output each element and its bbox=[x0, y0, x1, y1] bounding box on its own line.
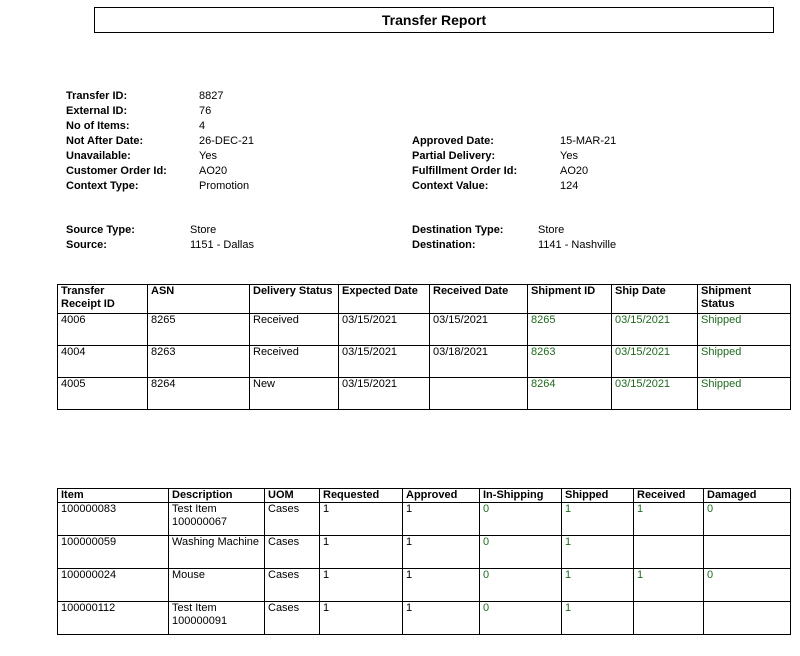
cell: 0 bbox=[480, 602, 562, 635]
context-type-value: Promotion bbox=[199, 180, 250, 192]
cell: Cases bbox=[265, 602, 320, 635]
source-label: Source: bbox=[66, 239, 107, 251]
cell: 1 bbox=[562, 602, 634, 635]
cell: Test Item 100000067 bbox=[169, 503, 265, 536]
cell: 1 bbox=[320, 503, 403, 536]
table-row bbox=[58, 503, 791, 536]
cell: 100000112 bbox=[58, 602, 169, 635]
col-damaged: Damaged bbox=[704, 489, 791, 503]
cell: Shipped bbox=[698, 346, 791, 378]
cell: 8265 bbox=[148, 314, 250, 346]
cell: Shipped bbox=[698, 378, 791, 410]
table-row bbox=[58, 569, 791, 602]
no-of-items-value: 4 bbox=[199, 120, 206, 132]
cell: 4005 bbox=[58, 378, 148, 410]
col-asn: ASN bbox=[148, 285, 250, 314]
cell: 100000083 bbox=[58, 503, 169, 536]
approved-date-label: Approved Date: bbox=[412, 135, 494, 147]
source-value: 1151 - Dallas bbox=[190, 239, 254, 251]
unavailable-label: Unavailable: bbox=[66, 150, 131, 162]
cell: 1 bbox=[562, 569, 634, 602]
col-delivery-status: Delivery Status bbox=[250, 285, 339, 314]
col-description: Description bbox=[169, 489, 265, 503]
cell: 03/15/2021 bbox=[612, 346, 698, 378]
cell bbox=[704, 602, 791, 635]
col-received: Received bbox=[634, 489, 704, 503]
context-value-value: 124 bbox=[560, 180, 579, 192]
col-shipment-id: Shipment ID bbox=[528, 285, 612, 314]
cell bbox=[634, 536, 704, 569]
table-row bbox=[58, 536, 791, 569]
report-title: Transfer Report bbox=[94, 7, 774, 33]
cell: Shipped bbox=[698, 314, 791, 346]
not-after-date-value: 26-DEC-21 bbox=[199, 135, 255, 147]
col-approved: Approved bbox=[403, 489, 480, 503]
cell: Cases bbox=[265, 569, 320, 602]
cell: Cases bbox=[265, 503, 320, 536]
cell: Test Item 100000091 bbox=[169, 602, 265, 635]
destination-type-label: Destination Type: bbox=[412, 224, 504, 236]
header-right-block bbox=[412, 134, 662, 194]
cell: 03/15/2021 bbox=[339, 346, 430, 378]
cell: 0 bbox=[704, 569, 791, 602]
fulfillment-order-id-value: AO20 bbox=[560, 165, 589, 177]
fulfillment-order-id-label: Fulfillment Order Id: bbox=[412, 165, 518, 177]
cell bbox=[634, 602, 704, 635]
cell: 1 bbox=[562, 536, 634, 569]
cell: 8263 bbox=[528, 346, 612, 378]
receipts-table bbox=[57, 284, 791, 410]
cell bbox=[704, 536, 791, 569]
col-requested: Requested bbox=[320, 489, 403, 503]
col-transfer-receipt-id: Transfer Receipt ID bbox=[58, 285, 148, 314]
cell: 8263 bbox=[148, 346, 250, 378]
cell: Mouse bbox=[169, 569, 265, 602]
cell: 03/18/2021 bbox=[430, 346, 528, 378]
cell bbox=[430, 378, 528, 410]
cell: Received bbox=[250, 346, 339, 378]
table-row bbox=[58, 314, 791, 346]
not-after-date-label: Not After Date: bbox=[66, 135, 144, 147]
col-received-date: Received Date bbox=[430, 285, 528, 314]
cell: 1 bbox=[320, 602, 403, 635]
cell: 4004 bbox=[58, 346, 148, 378]
table-row bbox=[58, 346, 791, 378]
partial-delivery-value: Yes bbox=[560, 150, 578, 162]
col-item: Item bbox=[58, 489, 169, 503]
col-shipment-status: Shipment Status bbox=[698, 285, 791, 314]
destination-type-value: Store bbox=[538, 224, 565, 236]
cell: 1 bbox=[320, 536, 403, 569]
cell: 8264 bbox=[528, 378, 612, 410]
external-id-value: 76 bbox=[199, 105, 212, 117]
col-uom: UOM bbox=[265, 489, 320, 503]
cell: 03/15/2021 bbox=[339, 378, 430, 410]
cell: 1 bbox=[403, 569, 480, 602]
unavailable-value: Yes bbox=[199, 150, 217, 162]
cell: Washing Machine bbox=[169, 536, 265, 569]
cell: 8264 bbox=[148, 378, 250, 410]
cell: 0 bbox=[480, 569, 562, 602]
partial-delivery-label: Partial Delivery: bbox=[412, 150, 496, 162]
cell: 03/15/2021 bbox=[339, 314, 430, 346]
cell: 03/15/2021 bbox=[612, 314, 698, 346]
transfer-id-value: 8827 bbox=[199, 90, 224, 102]
cell: 03/15/2021 bbox=[430, 314, 528, 346]
transfer-id-label: Transfer ID: bbox=[66, 90, 128, 102]
cell: Cases bbox=[265, 536, 320, 569]
cell: 100000059 bbox=[58, 536, 169, 569]
cell: 1 bbox=[634, 569, 704, 602]
table-row bbox=[58, 378, 791, 410]
cell: 1 bbox=[634, 503, 704, 536]
col-expected-date: Expected Date bbox=[339, 285, 430, 314]
customer-order-id-label: Customer Order Id: bbox=[66, 165, 167, 177]
customer-order-id-value: AO20 bbox=[199, 165, 228, 177]
cell: 1 bbox=[403, 536, 480, 569]
context-value-label: Context Value: bbox=[412, 180, 489, 192]
cell: 0 bbox=[480, 503, 562, 536]
cell: 0 bbox=[704, 503, 791, 536]
external-id-label: External ID: bbox=[66, 105, 128, 117]
col-in-shipping: In-Shipping bbox=[480, 489, 562, 503]
destination-label: Destination: bbox=[412, 239, 476, 251]
destination-value: 1141 - Nashville bbox=[538, 239, 617, 251]
source-type-label: Source Type: bbox=[66, 224, 135, 236]
col-shipped: Shipped bbox=[562, 489, 634, 503]
cell: 100000024 bbox=[58, 569, 169, 602]
source-type-value: Store bbox=[190, 224, 217, 236]
cell: 1 bbox=[320, 569, 403, 602]
cell: 0 bbox=[480, 536, 562, 569]
context-type-label: Context Type: bbox=[66, 180, 139, 192]
table-row bbox=[58, 602, 791, 635]
no-of-items-label: No of Items: bbox=[66, 120, 130, 132]
approved-date-value: 15-MAR-21 bbox=[560, 135, 617, 147]
cell: 1 bbox=[403, 602, 480, 635]
cell: 1 bbox=[562, 503, 634, 536]
cell: New bbox=[250, 378, 339, 410]
cell: 8265 bbox=[528, 314, 612, 346]
col-ship-date: Ship Date bbox=[612, 285, 698, 314]
cell: 4006 bbox=[58, 314, 148, 346]
cell: 03/15/2021 bbox=[612, 378, 698, 410]
items-table bbox=[57, 488, 791, 635]
cell: 1 bbox=[403, 503, 480, 536]
cell: Received bbox=[250, 314, 339, 346]
